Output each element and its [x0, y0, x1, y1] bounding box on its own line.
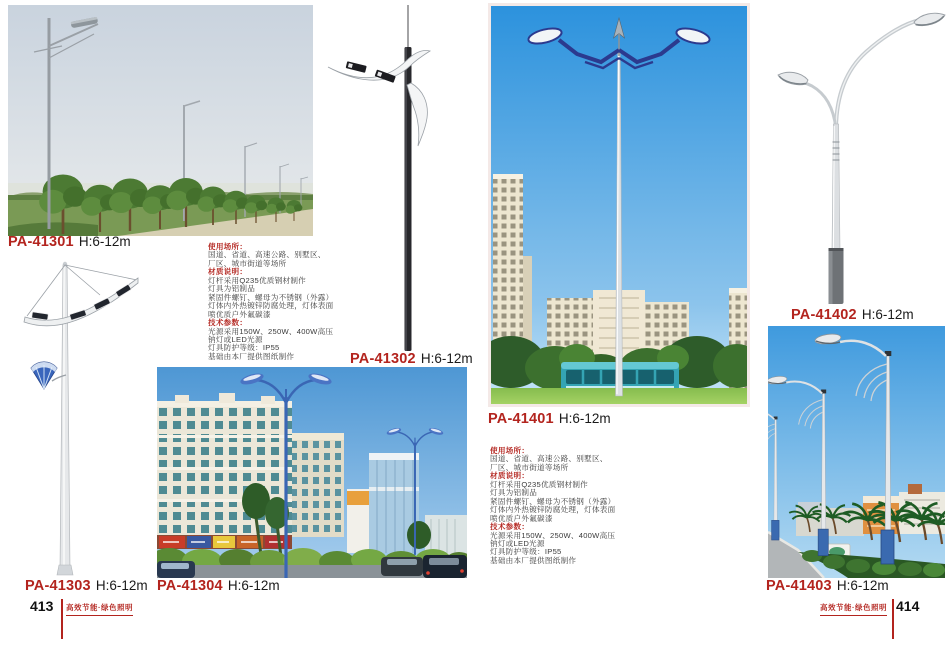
product-height: H:6-12m — [78, 234, 131, 249]
spec-line: 灯体内外热镀锌防腐处理，灯体表面 — [208, 301, 334, 311]
spec-line: 喷优质户外氟碳漆 — [490, 513, 553, 523]
label-pa41401 — [488, 410, 611, 428]
product-height: H:6-12m — [558, 411, 611, 426]
spec-tech-heading: 技术参数： — [208, 318, 248, 328]
spec-usage-heading: 使用场所： — [208, 242, 248, 251]
photo-pa41304-illustration — [157, 367, 467, 578]
product-height: H:6-12m — [95, 578, 148, 593]
spec-block-left — [208, 243, 393, 361]
product-code: PA-41303 — [25, 578, 91, 594]
photo-pa41304 — [157, 367, 467, 578]
spec-line: 厂区、城市街道等场所 — [490, 462, 569, 472]
footer-divider-right — [892, 599, 894, 639]
photo-pa41401-illustration — [491, 6, 747, 404]
spec-line: 灯体内外热镀锌防腐处理，灯体表面 — [490, 505, 616, 515]
spec-line: 紧固件螺钉、螺母为不锈钢（外露） — [208, 292, 334, 302]
photo-pa41301-illustration — [8, 5, 313, 236]
spec-line: 喷优质户外氟碳漆 — [208, 309, 271, 319]
footer-left — [30, 598, 150, 644]
spec-line: 厂区、城市街道等场所 — [208, 258, 287, 268]
footer-right — [820, 598, 930, 644]
spec-line: 基础由本厂提供图纸制作 — [208, 351, 295, 361]
spec-material-heading: 材质说明： — [490, 471, 530, 481]
page-number-left: 413 — [30, 598, 54, 614]
figure-pa41303-illustration — [10, 255, 150, 577]
spec-line: 灯杆采用Q235优质钢材制作 — [208, 275, 307, 285]
spec-material-heading: 材质说明： — [208, 267, 248, 277]
spec-line: 灯具为铝制品 — [490, 488, 538, 498]
spec-usage-heading: 使用场所： — [490, 446, 530, 455]
product-height: H:6-12m — [227, 578, 280, 593]
label-pa41403 — [766, 577, 889, 595]
product-height: H:6-12m — [836, 578, 889, 593]
spec-line: 基础由本厂提供图纸制作 — [490, 555, 577, 565]
page-number-right: 414 — [896, 598, 920, 614]
spec-line: 灯具为铝制品 — [208, 284, 256, 294]
label-pa41304 — [157, 577, 280, 595]
spec-line: 灯具防护等级：IP55 — [490, 547, 562, 557]
spec-line: 国道、省道、高速公路、别墅区、 — [208, 250, 326, 260]
photo-pa41301 — [8, 5, 313, 236]
spec-line: 国道、省道、高速公路、别墅区、 — [490, 454, 608, 464]
product-height: H:6-12m — [861, 307, 914, 322]
product-code: PA-41302 — [350, 351, 416, 367]
photo-pa41403 — [768, 326, 945, 578]
product-code: PA-41301 — [8, 234, 74, 250]
figure-pa41402-illustration — [768, 12, 948, 304]
footer-divider-left — [61, 599, 63, 639]
spec-block-right — [490, 447, 675, 565]
figure-pa41402 — [768, 12, 948, 304]
product-code: PA-41402 — [791, 307, 857, 323]
spec-line: 灯具防护等级：IP55 — [208, 343, 280, 353]
spec-line: 灯杆采用Q235优质钢材制作 — [490, 479, 589, 489]
spec-line: 钠灯或LED光源 — [490, 538, 545, 548]
spec-line: 光源采用150W、250W、400W高压 — [208, 326, 334, 336]
label-pa41303 — [25, 577, 148, 595]
label-pa41402 — [791, 306, 914, 324]
product-code: PA-41401 — [488, 411, 554, 427]
footer-slogan-right: 高效节能·绿色照明 — [820, 602, 887, 616]
spec-line: 钠灯或LED光源 — [208, 334, 263, 344]
product-code: PA-41304 — [157, 578, 223, 594]
footer-slogan-left: 高效节能·绿色照明 — [66, 602, 133, 616]
product-height: H:6-12m — [420, 351, 473, 366]
label-pa41301 — [8, 233, 131, 251]
photo-pa41403-illustration — [768, 326, 945, 578]
spec-line: 紧固件螺钉、螺母为不锈钢（外露） — [490, 496, 616, 506]
photo-pa41401 — [488, 3, 750, 407]
product-code: PA-41403 — [766, 578, 832, 594]
figure-pa41303 — [10, 255, 150, 577]
spec-tech-heading: 技术参数： — [490, 522, 530, 532]
spec-line: 光源采用150W、250W、400W高压 — [490, 530, 616, 540]
